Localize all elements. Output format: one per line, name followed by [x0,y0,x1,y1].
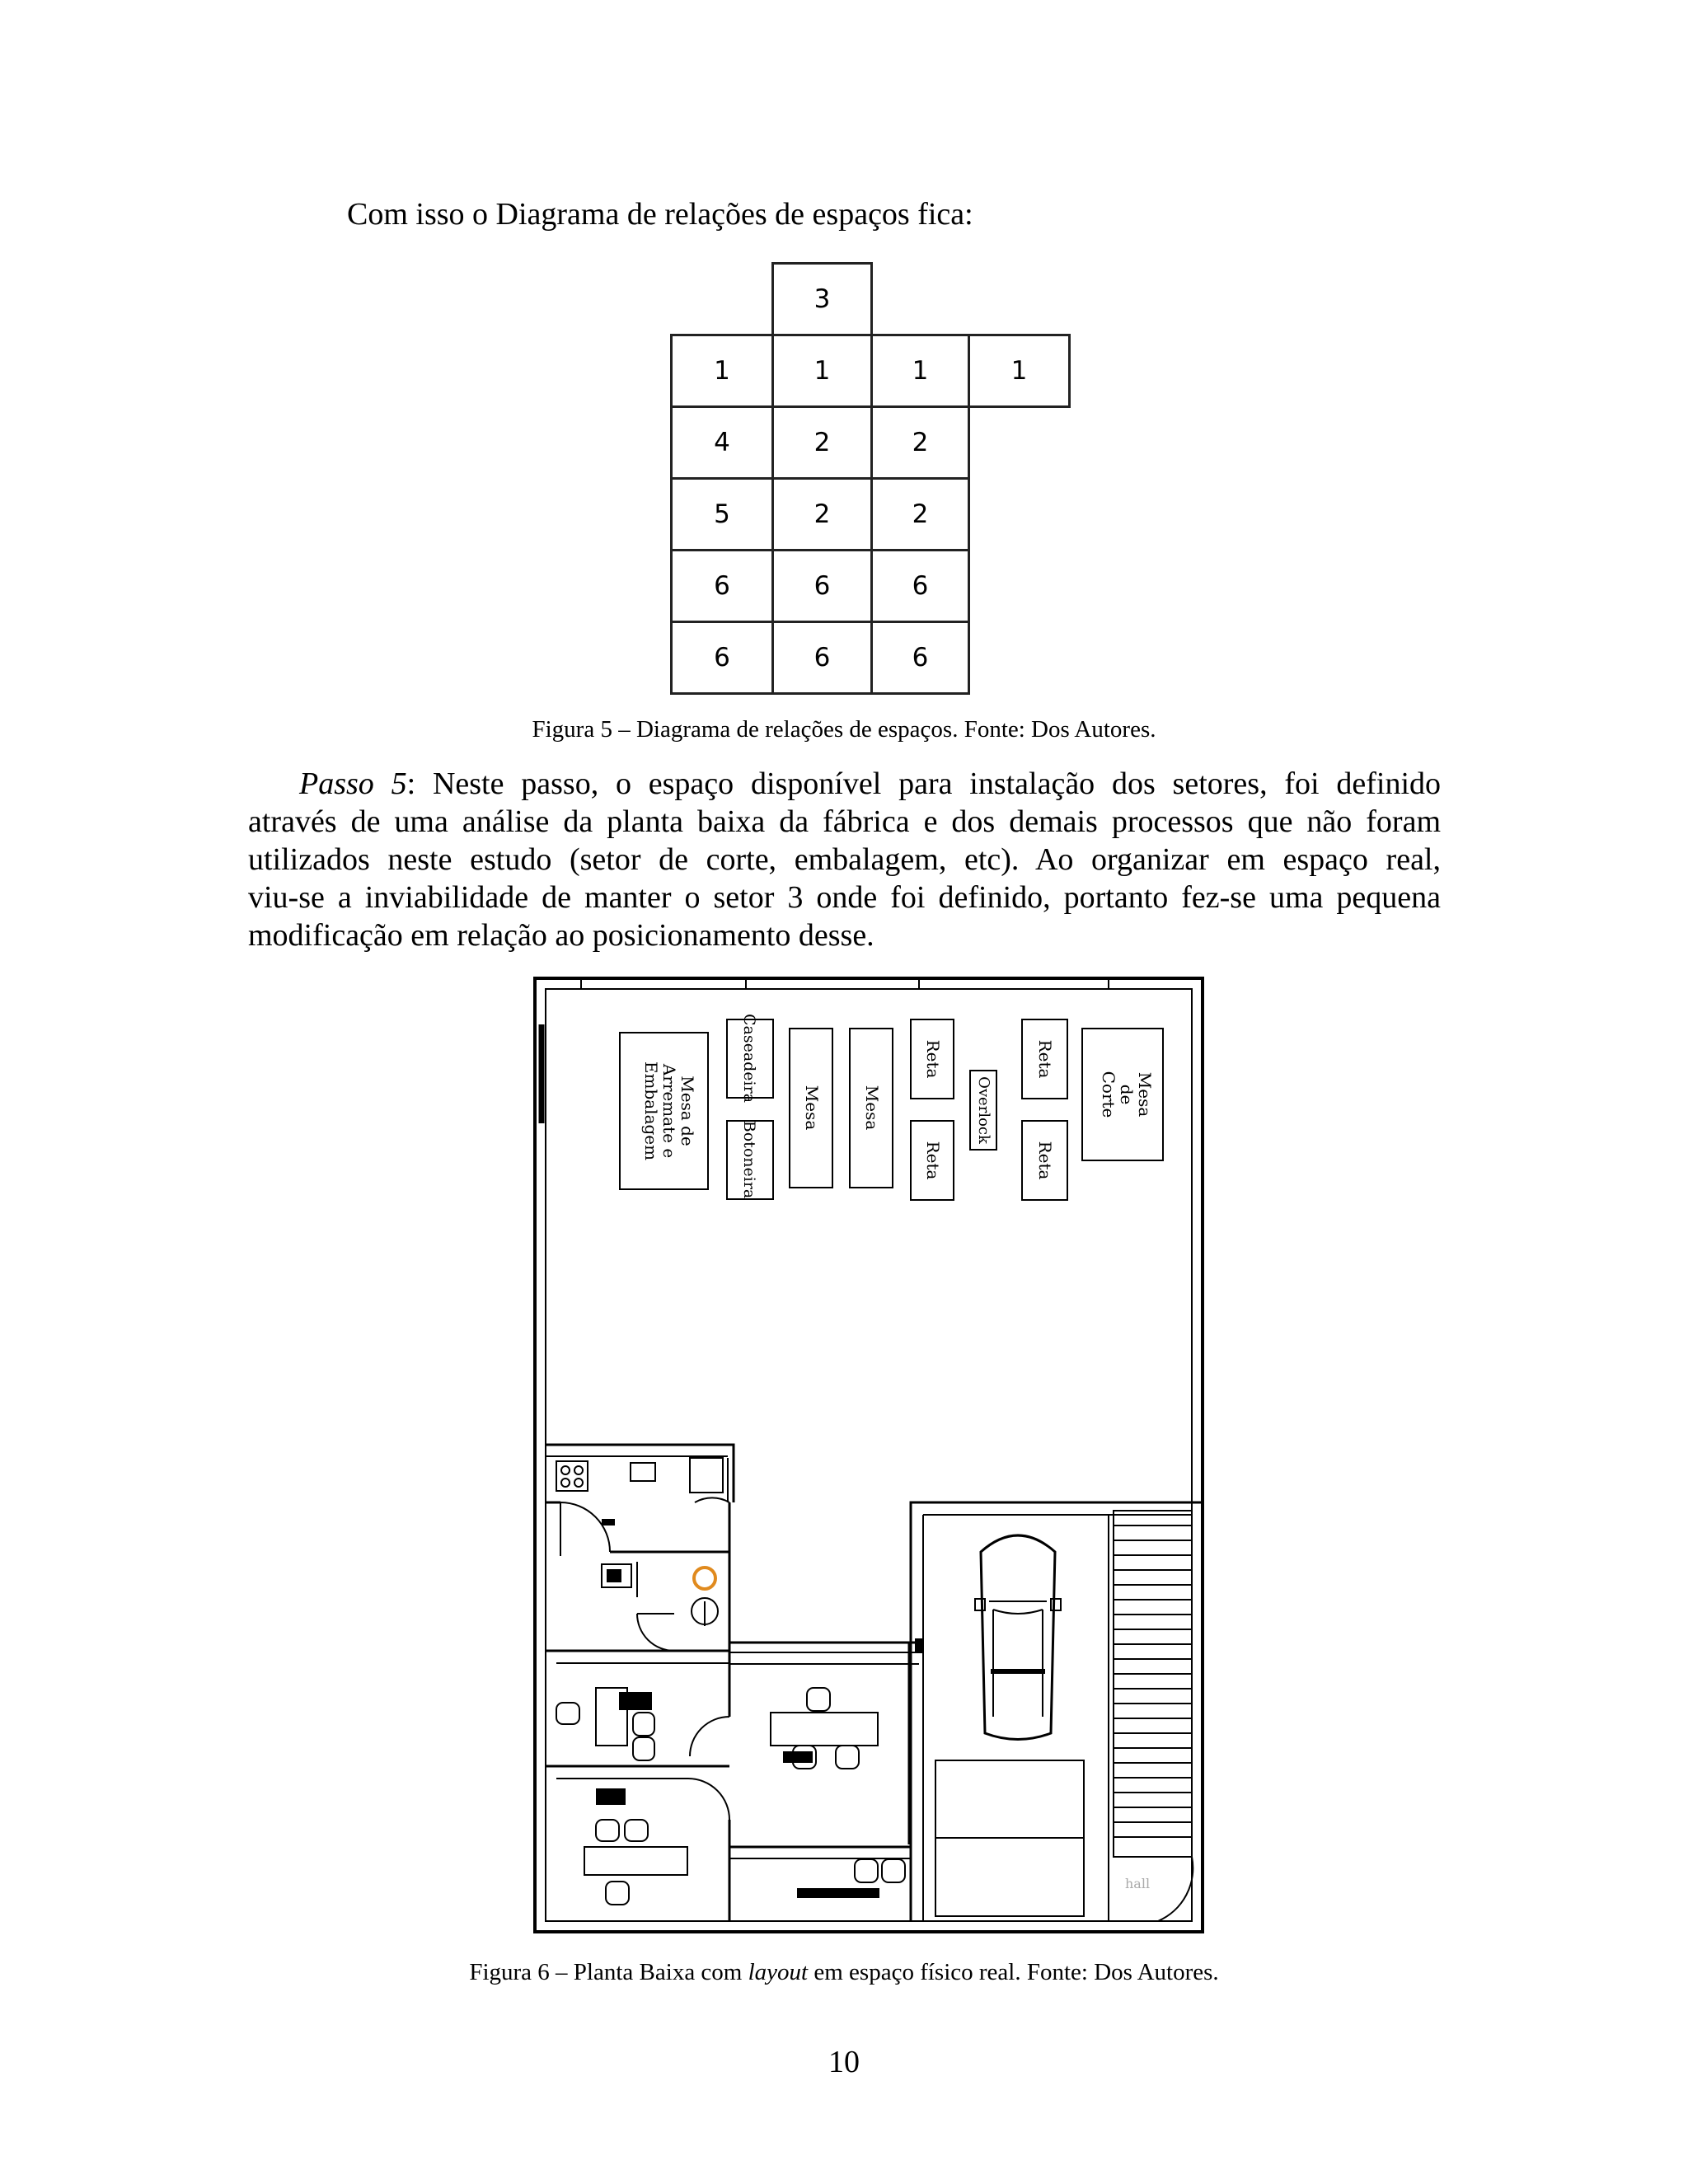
machine-mesa-1 [790,1029,832,1188]
figure-5-caption: Figura 5 – Diagrama de relações de espaços. Fonte: Dos Autores. [532,716,1156,743]
label-reta-3: Reta [1035,1039,1055,1079]
passo-5-paragraph [248,765,1441,954]
diagram-cell-r4c1: 6 [771,549,873,623]
paragraph-line-1 [248,765,1441,803]
diagram-cell-r4c2: 6 [870,549,970,623]
diagram-cell-r1c2: 1 [870,334,970,408]
car-icon [975,1535,1061,1740]
label-hall: hall [1125,1876,1151,1891]
machine-mesa-2 [850,1029,893,1188]
machine-reta-3 [1022,1019,1067,1099]
figure-6-caption-italic: layout [748,1959,809,1985]
diagram-cell-r3c2: 2 [870,477,970,551]
diagram-cell-r5c2: 6 [870,621,970,695]
label-caseadeira: Caseadeira [740,1013,758,1104]
stairs [1114,1511,1193,1921]
label-mesa-1: Mesa [802,1085,822,1131]
diagram-cell-r2c0: 4 [670,405,774,480]
diagram-cell-r0c1: 3 [771,262,873,336]
diagram-cell-r4c0: 6 [670,549,774,623]
label-reta-1: Reta [923,1039,943,1079]
paragraph-line-1-text: : Neste passo, o espaço disponível para instalação dos setores, foi definido [406,766,1442,801]
machine-reta-4 [1022,1121,1067,1200]
label-mesa-arremate-3: Embalagem [641,1061,661,1161]
figure-6-caption [0,1959,1688,1986]
diagram-cell-r1c1: 1 [771,334,873,408]
intro-text: Com isso o Diagrama de relações de espaços fica: [347,197,973,232]
label-mesa-corte-3: Corte [1099,1071,1118,1118]
diagram-cell-r3c0: 5 [670,477,774,551]
space-relations-diagram [0,0,1688,742]
label-mesa-arremate-2: Arremate e [659,1063,679,1159]
label-mesa-corte-1: Mesa [1135,1071,1155,1118]
page-number: 10 [828,2045,860,2077]
paragraph-line-2: através de uma análise da planta baixa da fábrica e dos demais processos que não foram [248,804,1441,839]
label-mesa-corte-2: de [1117,1084,1137,1105]
label-mesa-2: Mesa [862,1085,882,1131]
office-1 [546,1651,729,1760]
diagram-cell-r5c0: 6 [670,621,774,695]
machine-reta-1 [911,1019,954,1099]
passo-5-label: Passo 5 [299,766,407,801]
paragraph-line-3: utilizados neste estudo (setor de corte, embalagem, etc). Ao organizar em espaço real, [248,842,1441,877]
label-botoneira: Botoneira [740,1120,758,1199]
diagram-cell-r2c1: 2 [771,405,873,480]
label-overlock: Overlock [975,1076,992,1144]
machine-botoneira [727,1121,773,1199]
diagram-cell-r1c0: 1 [670,334,774,408]
bathroom-area [546,1502,729,1651]
kitchen-area [546,1445,734,1502]
label-reta-2: Reta [923,1141,943,1180]
reception-area [729,1638,923,1921]
floor-plan-figure [532,975,1207,1935]
machine-mesa-corte [1082,1029,1163,1160]
office-2 [546,1766,729,1921]
figure-6-caption-after: em espaço físico real. Fonte: Dos Autores. [808,1959,1219,1985]
diagram-cell-r2c2: 2 [870,405,970,480]
figure-6-caption-before: Figura 6 – Planta Baixa com [469,1959,748,1985]
garage-area [911,1502,1201,1921]
paragraph-line-4: viu-se a inviabilidade de manter o setor 3 onde foi definido, portanto fez-se uma pequena [248,880,1441,915]
machine-mesa-arremate [620,1033,708,1189]
diagram-cell-r3c1: 2 [771,477,873,551]
machine-caseadeira [727,1014,773,1103]
label-reta-4: Reta [1035,1141,1055,1180]
paragraph-line-5: modificação em relação ao posicionamento desse. [248,918,874,953]
machine-reta-2 [911,1121,954,1200]
diagram-cell-r1c3: 1 [968,334,1071,408]
machine-overlock [970,1071,996,1150]
diagram-cell-r5c1: 6 [771,621,873,695]
label-mesa-arremate-1: Mesa de [678,1076,697,1146]
